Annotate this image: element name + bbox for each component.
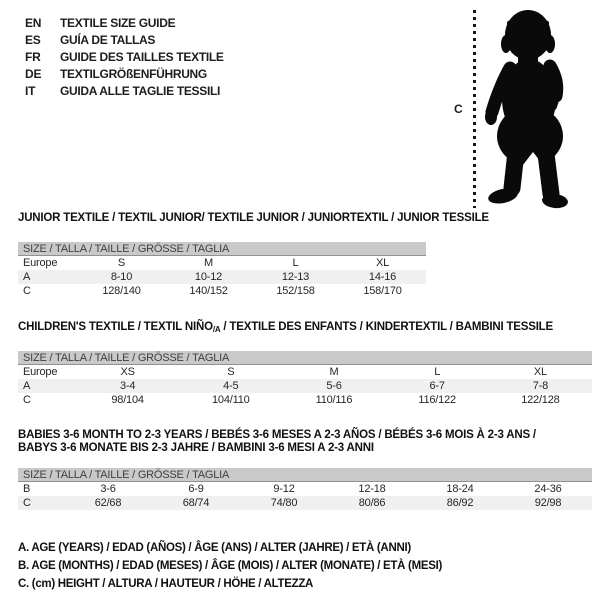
table-cell: 3-6 (100, 483, 116, 495)
table-cell: M (329, 366, 339, 378)
table-cell: S (227, 366, 235, 378)
table-cell: 86/92 (446, 497, 474, 509)
children-size-bar: SIZE / TALLA / TAILLE / GRÖSSE / TAGLIA (18, 351, 592, 365)
language-title: TEXTILE SIZE GUIDE (60, 15, 176, 30)
babies-table (18, 468, 592, 510)
table-row (18, 365, 592, 379)
language-code: FR (25, 49, 41, 64)
height-measure-label: C (454, 102, 463, 116)
table-row (18, 379, 592, 393)
table-cell: Europe (23, 366, 58, 378)
table-cell: 74/80 (270, 497, 298, 509)
table-cell: XL (375, 257, 390, 269)
table-cell: 24-36 (534, 483, 562, 495)
junior-size-bar: SIZE / TALLA / TAILLE / GRÖSSE / TAGLIA (18, 242, 426, 256)
language-title-block (25, 14, 224, 99)
table-cell: 104/110 (212, 394, 250, 406)
table-cell: 80/86 (358, 497, 386, 509)
table-cell: 128/140 (102, 285, 141, 297)
measurement-figure (440, 0, 600, 215)
table-cell: 110/116 (315, 394, 353, 406)
table-cell: 4-5 (223, 380, 239, 392)
children-title-subscript: /A (212, 325, 221, 334)
table-cell: 152/158 (276, 285, 315, 297)
table-cell: 116/122 (418, 394, 456, 406)
table-cell: 68/74 (182, 497, 210, 509)
language-title: TEXTILGRÖßENFÜHRUNG (60, 66, 207, 81)
table-row (18, 284, 426, 298)
table-cell: 92/98 (534, 497, 562, 509)
language-row (25, 65, 224, 82)
children-table (18, 351, 592, 407)
tables-area (18, 212, 592, 593)
language-code: ES (25, 32, 41, 47)
table-row (18, 256, 426, 270)
height-dotted-line (473, 10, 476, 208)
table-row (18, 393, 592, 407)
table-cell: C (23, 497, 31, 509)
language-row (25, 48, 224, 65)
table-cell: 98/104 (111, 394, 144, 406)
table-cell: 14-16 (368, 271, 397, 283)
children-title-part2: / TEXTILE DES ENFANTS / KINDERTEXTIL / BAMBINI TESSILE (220, 321, 553, 333)
table-cell: 8-10 (110, 271, 133, 283)
babies-table-title (18, 429, 592, 455)
babies-size-table (18, 482, 592, 510)
babies-title-line1: BABIES 3-6 MONTH TO 2-3 YEARS / BEBÉS 3-6 MESES A 2-3 AÑOS / BÉBÉS 3-6 MOIS À 2-3 ANS / (18, 429, 536, 441)
babies-title-line2: BABYS 3-6 MONATE BIS 2-3 JAHRE / BAMBINI 3-6 MESI A 2-3 ANNI (18, 442, 374, 454)
table-cell: 62/68 (94, 497, 122, 509)
table-cell: A (23, 271, 31, 283)
language-code: EN (25, 15, 42, 30)
language-row (25, 82, 224, 99)
table-cell: M (204, 257, 213, 269)
junior-table (18, 242, 426, 298)
children-title-part1: CHILDREN'S TEXTILE / TEXTIL NIÑO (18, 321, 213, 333)
children-size-table (18, 365, 592, 407)
table-cell: B (23, 483, 31, 495)
language-code: IT (25, 83, 36, 98)
table-cell: 12-13 (281, 271, 310, 283)
table-cell: 122/128 (521, 394, 560, 406)
table-cell: A (23, 380, 31, 392)
language-row (25, 31, 224, 48)
children-table-title (18, 321, 592, 336)
table-cell: 140/152 (189, 285, 228, 297)
footnotes (18, 539, 592, 593)
table-row (18, 482, 592, 496)
table-cell: Europe (23, 257, 58, 269)
table-cell: 7-8 (532, 380, 549, 392)
table-cell: XL (533, 366, 547, 378)
babies-size-bar: SIZE / TALLA / TAILLE / GRÖSSE / TAGLIA (18, 468, 592, 482)
junior-table-title: JUNIOR TEXTILE / TEXTIL JUNIOR/ TEXTILE JUNIOR / JUNIORTEXTIL / JUNIOR TESSILE (18, 212, 489, 224)
table-cell: 6-9 (188, 483, 204, 495)
toddler-silhouette-image (483, 4, 597, 210)
table-cell: 6-7 (429, 380, 445, 392)
language-code: DE (25, 66, 42, 81)
table-cell: 158/170 (363, 285, 402, 297)
language-title: GUIDE DES TAILLES TEXTILE (60, 49, 224, 64)
footnote-a: A. AGE (YEARS) / EDAD (AÑOS) / ÂGE (ANS) / ALTER (JAHRE) / ETÀ (ANNI) (18, 542, 411, 554)
table-cell: XS (120, 366, 135, 378)
table-row (18, 270, 426, 284)
language-title: GUIDA ALLE TAGLIE TESSILI (60, 83, 221, 98)
table-row (18, 496, 592, 510)
table-cell: 10-12 (194, 271, 223, 283)
table-cell: 5-6 (326, 380, 342, 392)
table-cell: 18-24 (446, 483, 474, 495)
footnote-b: B. AGE (MONTHS) / EDAD (MESES) / ÂGE (MOIS) / ALTER (MONATE) / ETÀ (MESI) (18, 560, 443, 572)
junior-size-table (18, 256, 426, 298)
table-cell: C (23, 285, 31, 297)
table-cell: S (117, 257, 126, 269)
table-cell: C (23, 394, 31, 406)
table-cell: L (434, 366, 441, 378)
table-cell: 12-18 (358, 483, 386, 495)
table-cell: L (292, 257, 299, 269)
table-cell: 9-12 (273, 483, 295, 495)
language-title: GUÍA DE TALLAS (60, 32, 156, 47)
table-cell: 3-4 (119, 380, 136, 392)
footnote-c: C. (cm) HEIGHT / ALTURA / HAUTEUR / HÖHE / ALTEZZA (18, 578, 314, 590)
language-row (25, 14, 224, 31)
